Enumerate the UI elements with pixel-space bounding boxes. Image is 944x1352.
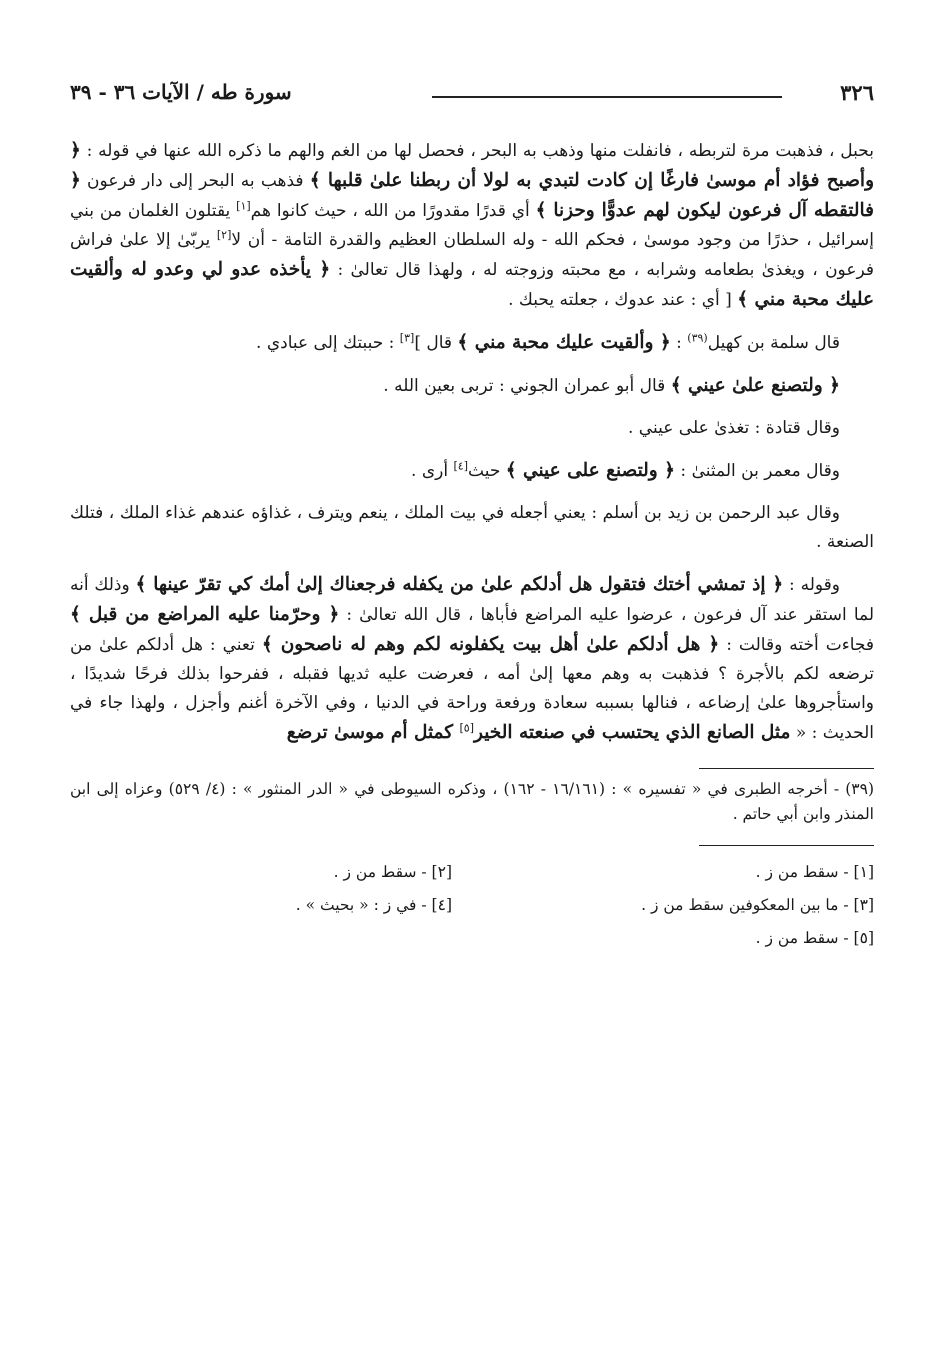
- text-run: فجاءت أخته وقالت :: [719, 635, 875, 655]
- quran-quote: ﴿ ولتصنع على عيني ﴾: [505, 460, 676, 481]
- paragraph-2: [70, 328, 874, 358]
- quran-quote: ﴿ ولتصنع علىٰ عيني ﴾: [670, 375, 840, 396]
- variants-rule: [699, 845, 874, 846]
- paragraph-4: [70, 414, 874, 443]
- variant-note-5: [٥] - سقط من ز .: [755, 929, 874, 947]
- variant-marker: [١]: [236, 199, 251, 213]
- page-header: [70, 74, 874, 114]
- text-run: يقتلون الغلمان من بني إسرائيل ، حذرًا من وجود موسىٰ ، فحكم الله - وله السلطان العظيم والقدرة التامة - أن لا: [70, 201, 874, 250]
- quran-quote: ﴿ وألقيت عليك محبة مني ﴾: [457, 332, 671, 353]
- text-run: وقال قتادة : تغذىٰ على عيني .: [627, 418, 840, 438]
- footnote-rule: [699, 768, 874, 769]
- footnote-39: (٣٩) - أخرجه الطبرى في « تفسيره » : (١٦/١٦١ - ١٦٢) ، وذكره السيوطى في « الدر المنثور » : (٤/ ٥٢٩) وعزاه إلى ابن المنذر وابن أبي حاتم .: [70, 780, 875, 823]
- quran-quote: ﴿ يأخذه عدو لي وعدو له وألقيت عليك محبة مني ﴾: [70, 259, 874, 310]
- text-run: وقال معمر بن المثنىٰ :: [675, 461, 840, 481]
- quran-quote: ﴿ وحرّمنا عليه المراضع من قبل ﴾: [70, 604, 340, 625]
- text-run: أي قدرًا مقدورًا من الله ، حيث كانوا هم: [250, 201, 536, 221]
- paragraph-3: [70, 371, 874, 401]
- variant-note-3: [٣] - ما بين المعكوفين سقط من ز .: [641, 896, 874, 914]
- variant-marker: [٤]: [453, 459, 468, 473]
- text-run: بحبل ، فذهبت مرة لتربطه ، فانفلت منها وذهب به البحر ، فحصل لها من الغم والهم ما ذكره الله عنها في قوله :: [80, 141, 874, 161]
- text-run: : حببتك إلى عبادي .: [256, 333, 400, 353]
- quran-quote: ﴿ إذ تمشي أختك فتقول هل أدلكم علىٰ من يكفله فرجعناك إلىٰ أمك كي تقرّ عينها ﴾: [135, 574, 784, 595]
- text-run: قال سلمة بن كهيل: [707, 333, 840, 353]
- text-run: وقال عبد الرحمن بن زيد بن أسلم : يعني أجعله في بيت الملك ، ينعم ويترف ، غذاؤه عندهم غذاء الملك ، فتلك الصنعة .: [70, 503, 874, 552]
- variant-note-4: [٤] - في ز : « بحيث » .: [295, 896, 452, 914]
- text-run: وقوله :: [783, 575, 840, 595]
- variant-note-1: [١] - سقط من ز .: [755, 863, 874, 881]
- text-run: [ أي : عند عدوك ، جعلته يحبك .: [508, 290, 738, 310]
- header-rule: [432, 96, 782, 98]
- paragraph-6: [70, 499, 874, 557]
- quran-quote: ﴿ هل أدلكم علىٰ أهل بيت يكفلونه لكم وهم له ناصحون ﴾: [261, 634, 720, 655]
- variant-notes: [70, 856, 874, 955]
- main-text: [70, 136, 874, 748]
- text-run: تعني : هل أدلكم علىٰ من ترضعه لكم بالأجرة ؟ فذهبت به وهم معها إلىٰ أمه ، فعرضت عليه ثديها فقبله ، ففرحوا بذلك فرحًا شديدًا ، واستأجروها علىٰ إرضاعه ، فنالها بسببه سعادة ورفعة وراحة في الدنيا ، وفي الآخرة أغنم وأجزل ، ولهذا جاء في الحديث : «: [70, 635, 874, 743]
- quran-quote: ﴿ فالتقطه آل فرعون ليكون لهم عدوًّا وحزنا ﴾: [70, 170, 874, 221]
- footnote-marker: (٣٩): [687, 331, 708, 345]
- text-run: يربّىٰ إلا علىٰ فراش فرعون ، ويغذىٰ بطعامه وشرابه ، مع محبته وزوجته له ، ولهذا قال تعالىٰ :: [70, 230, 874, 280]
- text-run: وذلك أنه لما استقر عند آل فرعون ، عرضوا عليه المراضع فأباها ، قال الله تعالىٰ :: [70, 575, 875, 625]
- running-head: سورة طه / الآيات ٣٦ - ٣٩: [70, 80, 292, 104]
- variant-note-2: [٢] - سقط من ز .: [333, 863, 452, 881]
- variant-marker: [٣]: [399, 331, 415, 345]
- text-run: قال ]: [414, 333, 458, 353]
- paragraph-5: [70, 456, 874, 486]
- page-number: ٣٢٦: [840, 80, 874, 105]
- text-run: حيث: [468, 461, 506, 481]
- paragraph-7: [70, 570, 874, 748]
- paragraph-1: [70, 136, 874, 315]
- hadith-quote: كمثل أم موسىٰ ترضع: [286, 722, 460, 743]
- text-run: قال أبو عمران الجوني : تربى بعين الله .: [383, 376, 671, 396]
- book-page: [70, 74, 874, 955]
- quran-quote: ﴿ وأصبح فؤاد أم موسىٰ فارغًا إن كادت لتبدي به لولا أن ربطنا علىٰ قلبها ﴾: [70, 140, 874, 191]
- variant-marker: [٢]: [216, 228, 232, 242]
- variant-marker: [٥]: [459, 721, 475, 735]
- text-run: :: [670, 333, 688, 353]
- text-run: أرى .: [411, 461, 454, 481]
- hadith-quote: مثل الصانع الذي يحتسب في صنعته الخير: [474, 722, 791, 743]
- text-run: فذهب به البحر إلى دار فرعون: [80, 171, 310, 191]
